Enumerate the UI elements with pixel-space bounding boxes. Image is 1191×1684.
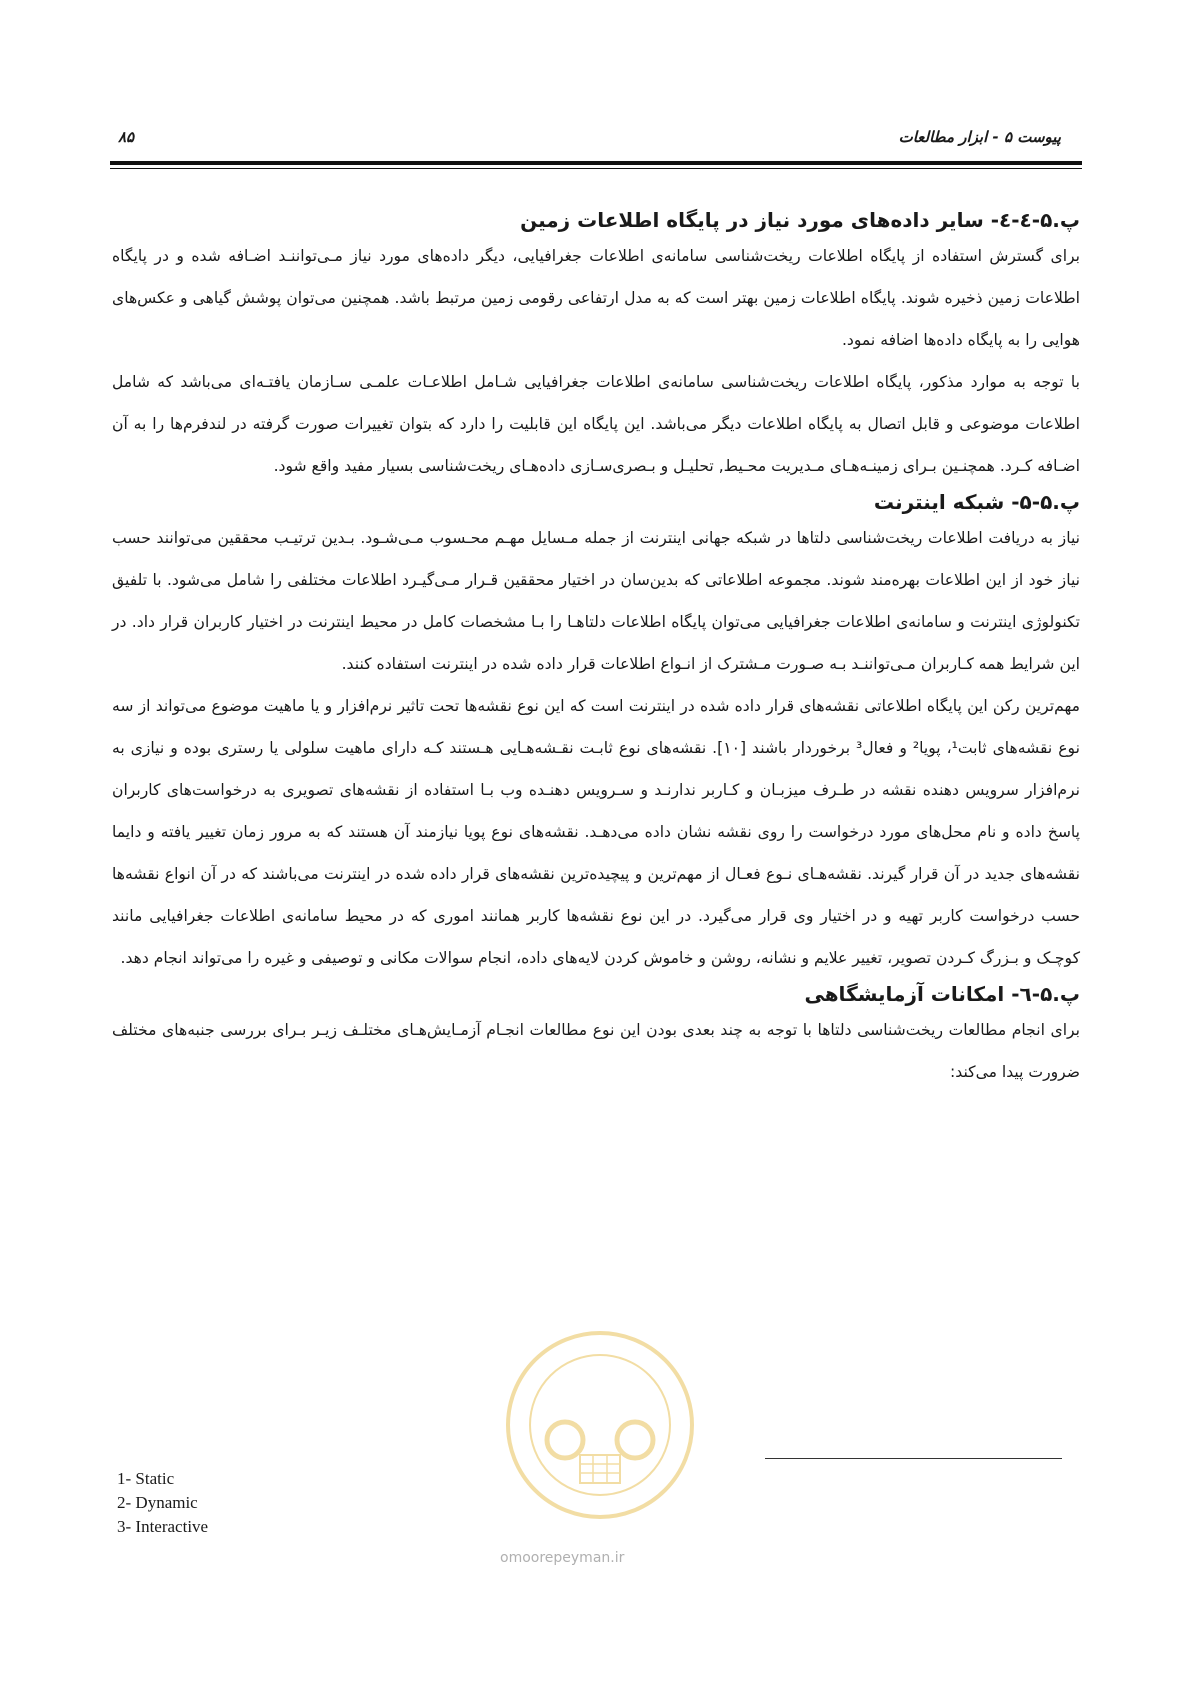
running-header-title: پیوست ۵ - ابزار مطالعات	[898, 128, 1061, 146]
watermark-seal-icon	[490, 1320, 710, 1530]
header-rule-thick	[110, 161, 1082, 165]
paragraph: نیاز به دریافت اطلاعات ریخت‌شناسی دلتاها در شبکه جهانی اینترنت از جمله مـسایل مهـم محـسوب مـی‌شـود. بـدین ترتیـب محققین می‌توانند حسب نیاز خود از این اطلاعات بهره‌مند شوند. مجموعه اطلاعاتی که بدین‌سان در اختیار محققین قـرار مـی‌گیـرد اطلاعات مختلفی را شامل می‌شود. با تلفیق تکنولوژی اینترنت و سامانه‌ی اطلاعات جغرافیایی می‌توان پایگاه اطلاعات دلتاهـا را بـا مشخصات کامل در محیط اینترنت در اختیار کاربران قرار داد. در این شرایط همه کـاربران مـی‌تواننـد بـه صـورت مـشترک از انـواع اطلاعات قرار داده شده در اینترنت استفاده کنند.	[112, 529, 1080, 673]
paragraph: برای انجام مطالعات ریخت‌شناسی دلتاها با توجه به چند بعدی بودن این نوع مطالعات انجـام آزمـایش‌هـای مختلـف زیـر بـرای بررسی جنبه‌های مختلف ضرورت پیدا می‌کند:	[112, 1021, 1080, 1081]
footnote-2: 2- Dynamic	[117, 1493, 198, 1512]
header-rule-thin	[110, 168, 1082, 169]
paragraph: با توجه به موارد مذکور، پایگاه اطلاعات ریخت‌شناسی سامانه‌ی اطلاعات جغرافیایی شـامل اطلاعـات علمـی سـازمان یافتـه‌ای می‌باشد که شامل اطلاعات موضوعی و قابل اتصال به پایگاه اطلاعات دیگر می‌باشد. این پایگاه این قابلیت را دارد که بتوان تغییرات صورت گرفته در لندفرم‌ها را به آن اضـافه کـرد. همچنـین بـرای زمینـه‌هـای مـدیریت محـیط, تحلیـل و بـصری‌سـازی داده‌هـای ریخت‌شناسی بسیار مفید واقع شود.	[112, 373, 1080, 475]
section-heading-laboratory: پ.۵-٦- امکانات آزمایشگاهی	[804, 982, 1080, 1006]
paragraph: برای گسترش استفاده از پایگاه اطلاعات ریخت‌شناسی سامانه‌ی اطلاعات جغرافیایی، دیگر داده‌های مورد نیاز مـی‌تواننـد اضـافه شده و در پایگاه اطلاعات زمین ذخیره شوند. پایگاه اطلاعات زمین بهتر است که به مدل ارتفاعی رقومی زمین مرتبط باشد. همچنین می‌توان پوشش گیاهی و عکس‌های هوایی را به پایگاه داده‌ها اضافه نمود.	[112, 247, 1080, 349]
page-number: ۸۵	[118, 128, 135, 146]
paragraph: مهم‌ترین رکن این پایگاه اطلاعاتی نقشه‌های قرار داده شده در اینترنت است که این نوع نقشه‌ها تحت تاثیر نرم‌افزار و یا ماهیت موضوع می‌تواند از سه نوع نقشه‌های ثابت¹، پویا² و فعال³ برخوردار باشند [۱۰]. نقشه‌های نوع ثابـت نقـشه‌هـایی هـستند کـه دارای ماهیت سلولی یا رستری بوده و نیازی به نرم‌افزار سرویس دهنده نقشه در طـرف میزبـان و کـاربر ندارنـد و سـرویس دهنـده وب بـا استفاده از نقشه‌های تصویری به درخواست‌های کاربران پاسخ داده و نام محل‌های مورد درخواست را روی نقشه نشان داده می‌دهـد. نقشه‌های نوع پویا نیازمند آن هستند که به مرور زمان تغییر یافته و دایما نقشه‌های جدید در آن قرار گیرند. نقشه‌هـای نـوع فعـال از مهم‌ترین و پیچیده‌ترین نقشه‌های قرار داده شده در اینترنت می‌باشند که در آن انواع نقشه‌ها حسب درخواست کاربر تهیه و در اختیار وی قرار می‌گیرد. در این نوع نقشه‌ها کاربر همانند اموری که در محیط سامانه‌ی اطلاعات جغرافیایی مانند کوچـک و بـزرگ کـردن تصویر، تغییر علایم و نشانه، روشن و خاموش کردن لایه‌های داده، انجام سوالات مکانی و توصیفی و غیره را می‌تواند انجام دهد.	[112, 697, 1080, 967]
main-content	[112, 205, 1080, 1093]
footnote-separator	[765, 1458, 1062, 1459]
section-heading-internet: پ.۵-۵- شبکه اینترنت	[873, 490, 1080, 514]
footnote-1: 1- Static	[117, 1469, 175, 1488]
watermark-url: omoorepeyman.ir	[500, 1550, 625, 1566]
footnotes	[117, 1467, 208, 1539]
section-heading-other-data: پ.۵-٤-٤- سایر داده‌های مورد نیاز در پایگاه اطلاعات زمین	[520, 208, 1080, 232]
footnote-3: 3- Interactive	[117, 1517, 209, 1536]
